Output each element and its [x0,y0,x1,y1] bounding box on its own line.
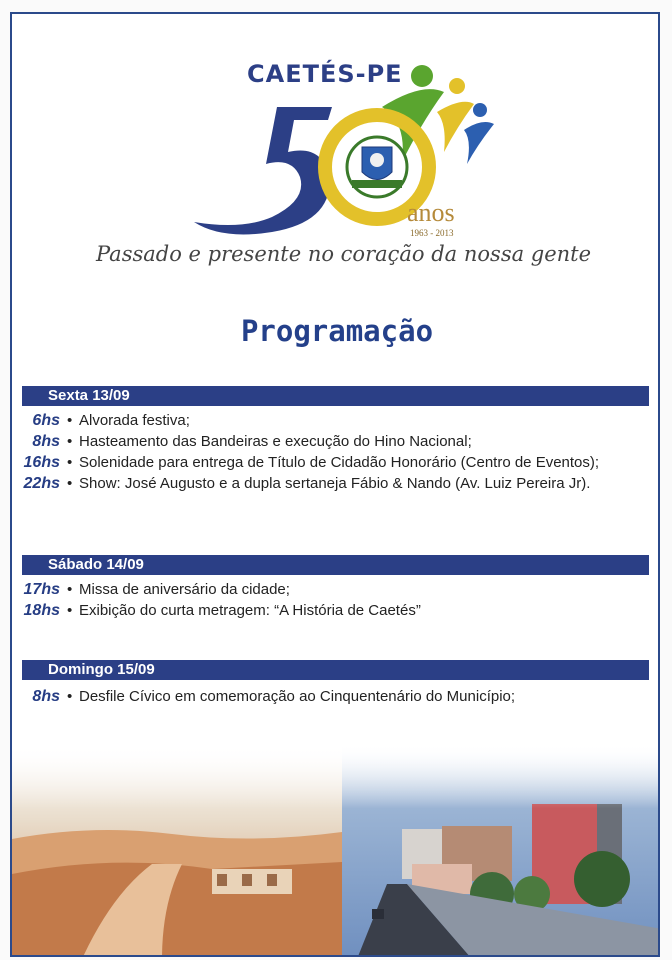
schedule-list-domingo [12,687,652,708]
schedule-time: 18hs [23,602,60,619]
schedule-desc: Show: José Augusto e a dupla sertaneja Fábio & Nando (Av. Luiz Pereira Jr). [79,475,591,492]
schedule-list-sabado [12,580,652,622]
schedule-time: 6hs [32,412,60,429]
schedule-desc: Missa de aniversário da cidade; [79,581,290,598]
schedule-item [12,687,652,707]
anos-label: anos [407,198,455,227]
section-label: Domingo 15/09 [48,661,155,678]
bullet: • [67,475,73,492]
city-photo-image [12,744,660,957]
schedule-desc: Hasteamento das Bandeiras e execução do Hino Nacional; [79,433,472,450]
schedule-desc: Solenidade para entrega de Título de Cidadão Honorário (Centro de Eventos); [79,454,600,471]
schedule-list-sexta [12,411,652,495]
schedule-time: 8hs [32,433,60,450]
schedule-desc: Desfile Cívico em comemoração ao Cinquentenário do Município; [79,688,516,705]
page-title: Programação [240,314,434,348]
schedule-time: 16hs [23,454,60,471]
schedule-item [12,601,652,621]
bullet: • [67,581,73,598]
schedule-desc: Exibição do curta metragem: “A História de Caetés” [79,602,421,619]
years-label: 1963 - 2013 [410,228,454,238]
schedule-item [12,474,652,494]
schedule-time: 8hs [32,688,60,705]
section-header-sexta [22,386,649,406]
anniversary-logo [182,52,512,252]
bullet: • [67,454,73,471]
schedule-time: 17hs [23,581,60,598]
schedule-item [12,580,652,600]
schedule-item [12,411,652,431]
city-name: CAETÉS-PE [247,60,403,88]
schedule-time: 22hs [23,475,60,492]
section-header-domingo [22,660,649,680]
schedule-item [12,432,652,452]
section-label: Sábado 14/09 [48,556,144,573]
poster-frame [10,12,660,957]
bullet: • [67,412,73,429]
schedule-desc: Alvorada festiva; [79,412,190,429]
bullet: • [67,602,73,619]
slogan: Passado e presente no coração da nossa gente [96,242,592,266]
section-header-sabado [22,555,649,575]
schedule-item [12,453,652,473]
section-label: Sexta 13/09 [48,387,130,404]
bullet: • [67,688,73,705]
bullet: • [67,433,73,450]
